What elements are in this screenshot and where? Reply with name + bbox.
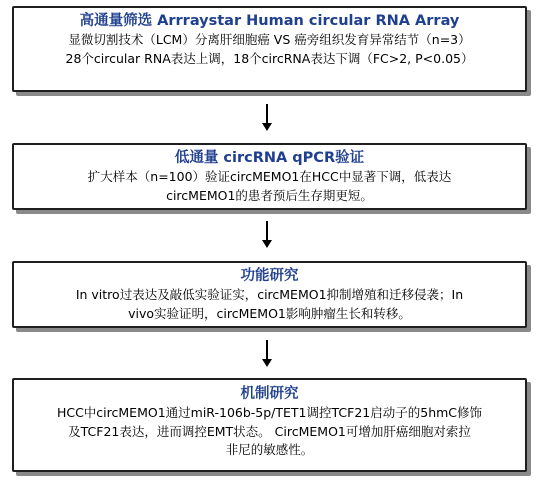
step-box-qpcr-validation xyxy=(12,143,527,210)
step-text-line: 28个circular RNA表达上调，18个circRNA表达下调（FC>2, P<0.05） xyxy=(65,50,474,66)
step-text-line: 及TCF21表达，进而调控EMT状态。 CircMEMO1可增加肝癌细胞对索拉 xyxy=(68,423,471,439)
down-arrow-icon xyxy=(262,340,272,367)
step-text-line: 扩大样本（n=100）验证circMEMO1在HCC中显著下调，低表达 xyxy=(87,169,452,184)
step-title: 功能研究 xyxy=(240,268,299,284)
step-title: 高通量筛选 Arrraystar Human circular RNA Array xyxy=(79,13,460,29)
step-text-line: circMEMO1的患者预后生存期更短。 xyxy=(166,187,373,203)
step-box-function-study xyxy=(12,261,527,328)
down-arrow-icon xyxy=(262,221,272,248)
step-title: 低通量 circRNA qPCR验证 xyxy=(174,150,365,166)
step-text-line: In vitro过表达及敲低实验证实，circMEMO1抑制增殖和迁移侵袭；In xyxy=(75,287,464,302)
step-text-line: HCC中circMEMO1通过miR-106b-5p/TET1调控TCF21启动子的5hmC修饰 xyxy=(56,405,483,420)
step-text-line: vivo实验证明，circMEMO1影响肿瘤生长和转移。 xyxy=(128,305,411,321)
step-title: 机制研究 xyxy=(240,386,299,402)
step-text-line: 非尼的敏感性。 xyxy=(225,442,314,457)
step-box-high-throughput-screening xyxy=(12,6,527,92)
step-box-mechanism-study xyxy=(12,378,527,472)
down-arrow-icon xyxy=(262,104,272,131)
step-text-line: 显微切割技术（LCM）分离肝细胞癌 VS 癌旁组织发育异常结节（n=3） xyxy=(68,32,471,47)
